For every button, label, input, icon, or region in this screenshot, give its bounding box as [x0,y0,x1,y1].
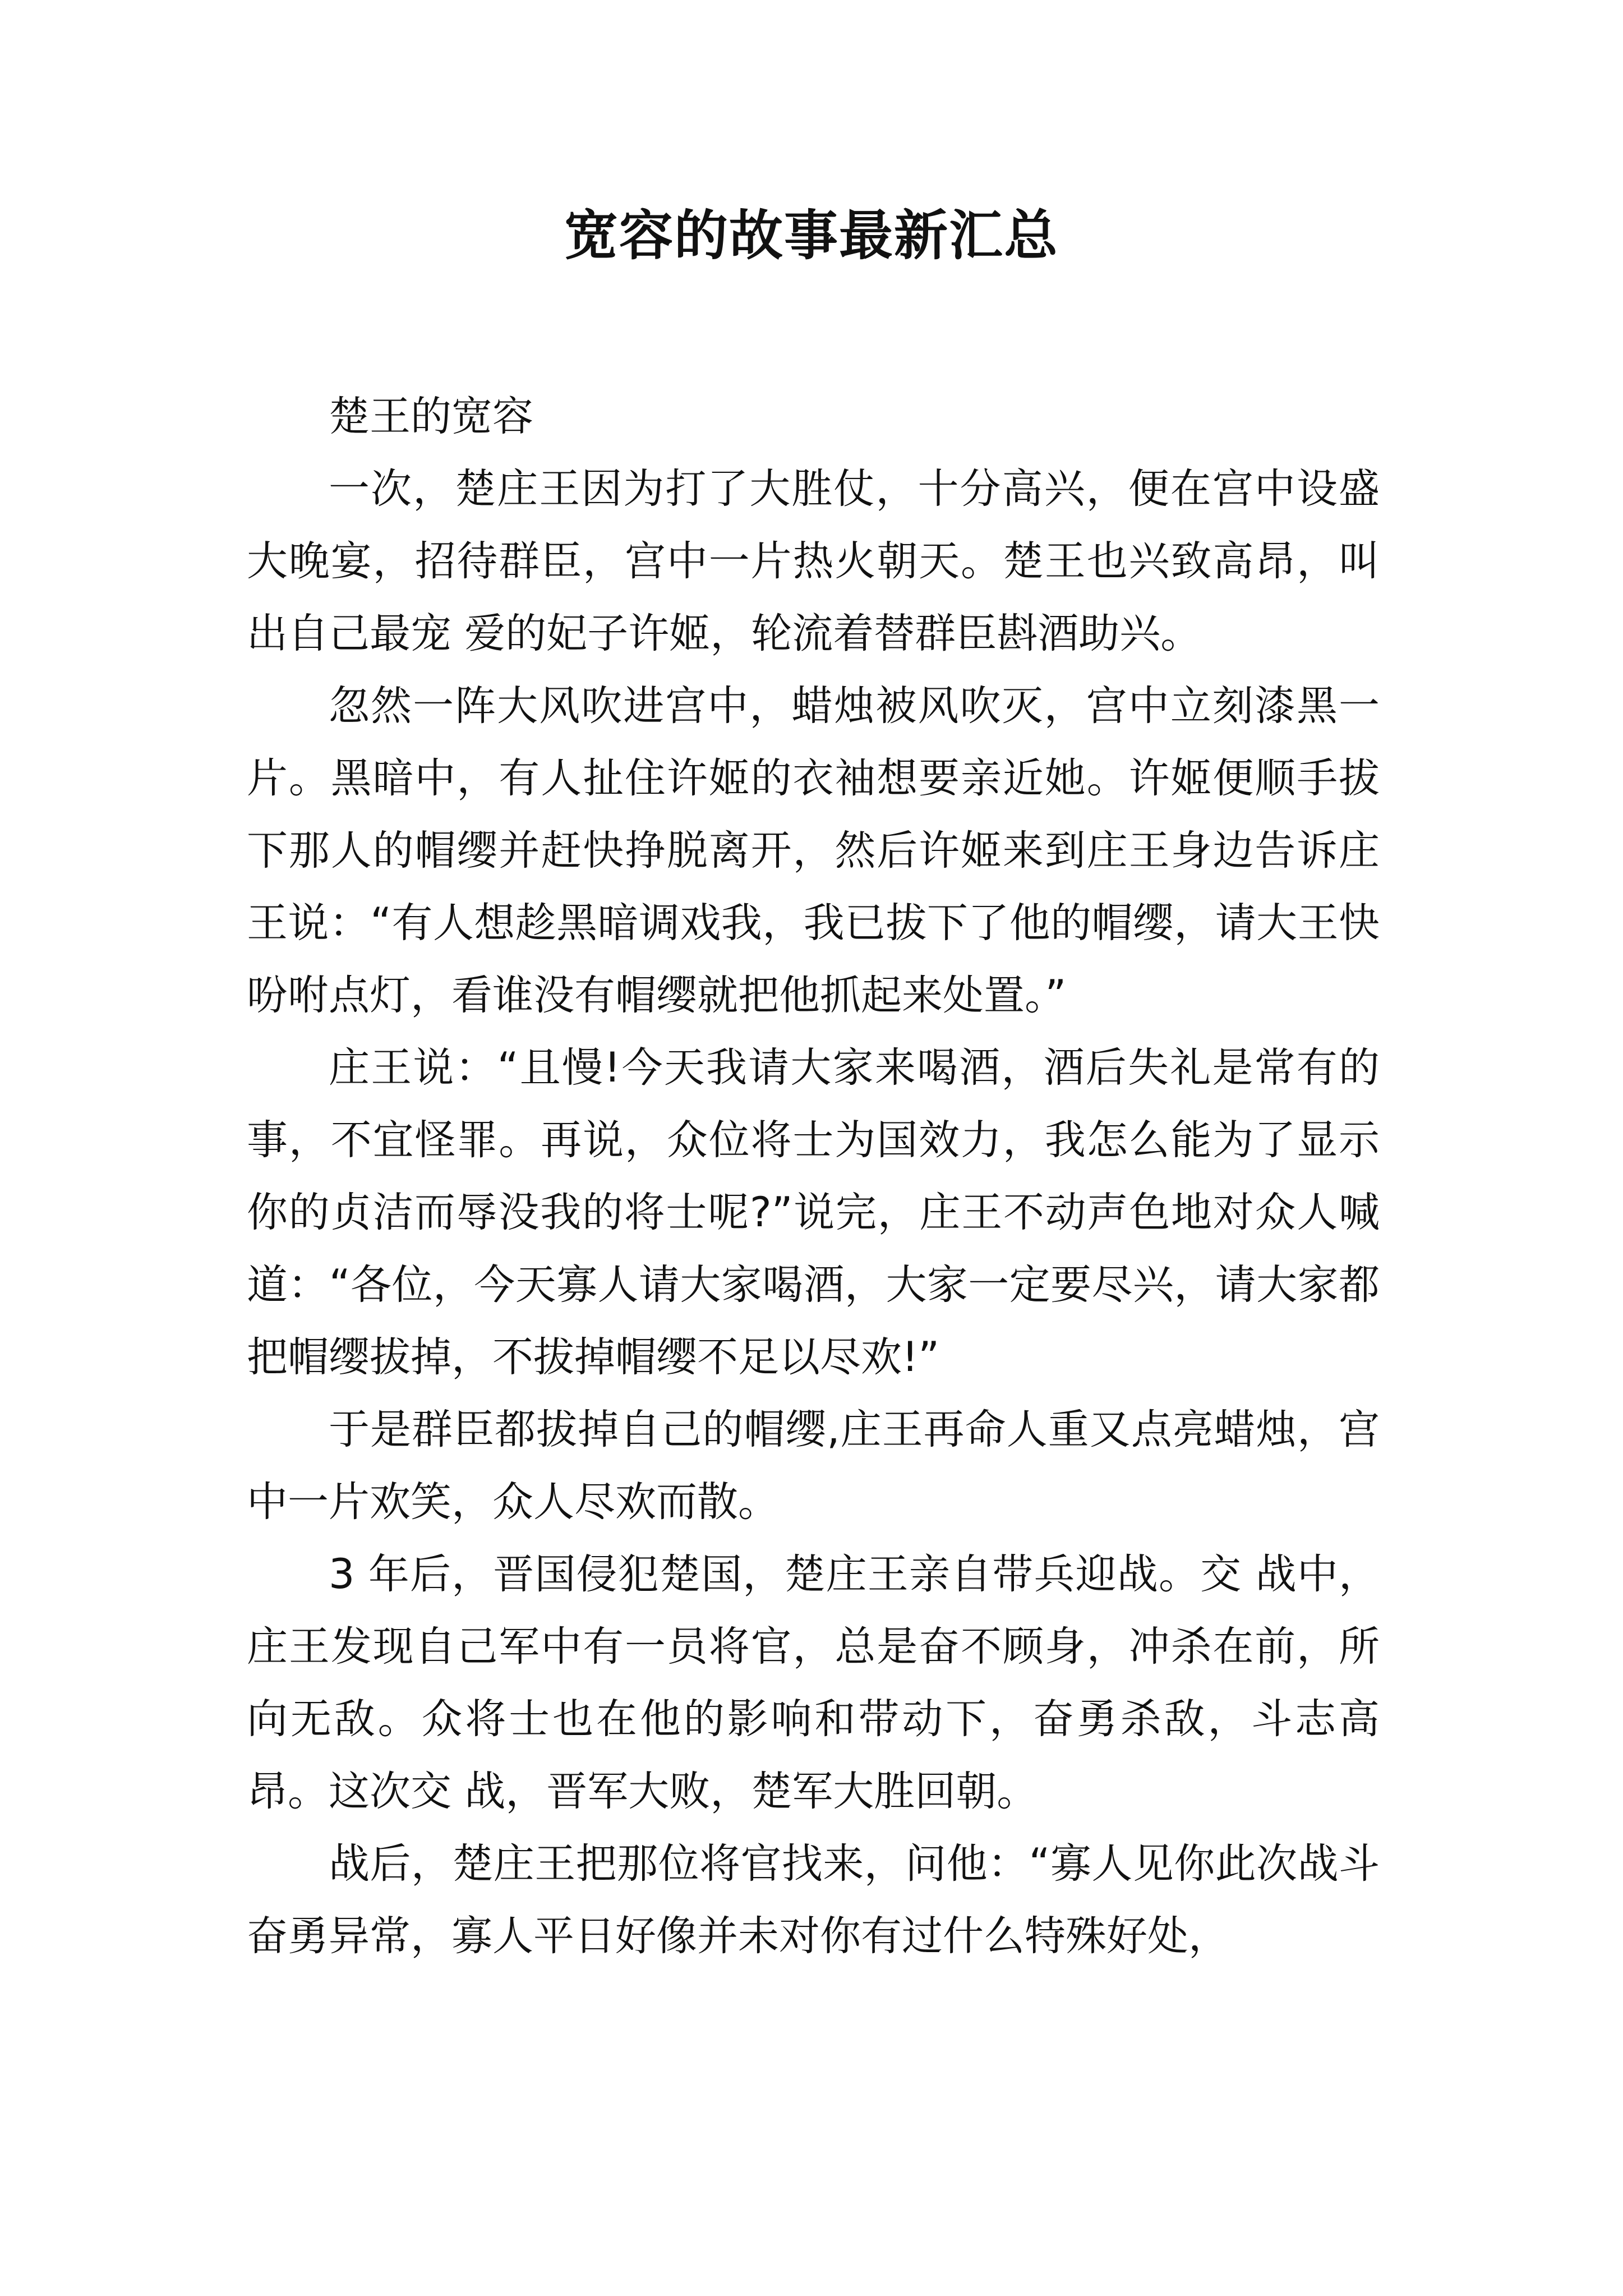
paragraph: 一次，楚庄王因为打了大胜仗，十分高兴，便在宫中设盛大晚宴，招待群臣，宫中一片热火朝天。楚王也兴致高昂，叫出自己最宠 爱的妃子许姬，轮流着替群臣斟酒助兴。 [247,465,1380,657]
paragraph: 于是群臣都拔掉自己的帽缨,庄王再命人重又点亮蜡烛，宫中一片欢笑，众人尽欢而散。 [247,1406,1380,1526]
section-heading: 楚王的宽容 [329,393,533,440]
paragraph: 战后，楚庄王把那位将官找来，问他：“寡人见你此次战斗奋勇异常，寡人平日好像并未对你有过什么特殊好处， [247,1840,1380,1960]
paragraph: 忽然一阵大风吹进宫中，蜡烛被风吹灭，宫中立刻漆黑一片。黑暗中，有人扯住许姬的衣袖想要亲近她。许姬便顺手拔下那人的帽缨并赶快挣脱离开，然后许姬来到庄王身边告诉庄王说：“有人想趁黑暗调戏我，我已拔下了他的帽缨，请大王快吩咐点灯，看谁没有帽缨就把他抓起来处置。” [247,682,1380,1019]
document-title: 宽容的故事最新汇总 [564,204,1059,267]
paragraph: 3 年后，晋国侵犯楚国，楚庄王亲自带兵迎战。交 战中，庄王发现自己军中有一员将官，总是奋不顾身，冲杀在前，所向无敌。众将士也在他的影响和带动下，奋勇杀敌，斗志高昂。这次交 战，晋军大败，楚军大胜回朝。 [247,1550,1380,1815]
paragraph: 庄王说：“且慢!今天我请大家来喝酒，酒后失礼是常有的事，不宜怪罪。再说，众位将士为国效力，我怎么能为了显示你的贞洁而辱没我的将士呢?”说完，庄王不动声色地对众人喊道：“各位，今天寡人请大家喝酒，大家一定要尽兴，请大家都把帽缨拔掉，不拔掉帽缨不足以尽欢!” [247,1044,1380,1381]
document-body [247,380,1380,1972]
